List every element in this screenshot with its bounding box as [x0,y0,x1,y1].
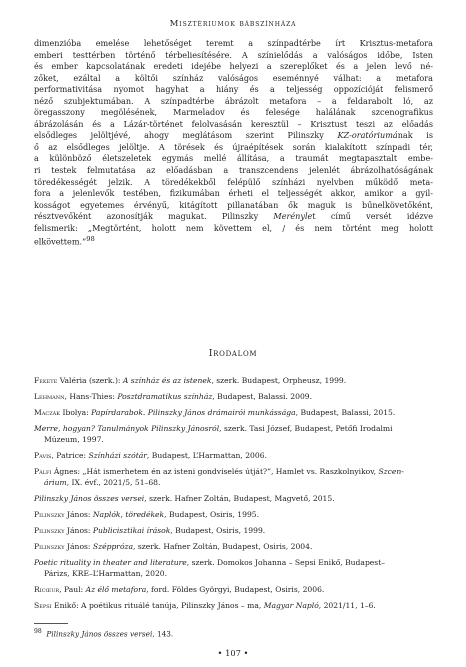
text-run: , Paul: [59,585,86,594]
text-run: Párizs, KRE–L’Harmattan, 2020. [44,569,168,578]
text-line [34,142,433,154]
text-line [34,165,433,177]
work-title: árium [44,478,67,487]
bibliography-entry [34,375,433,386]
text-run: , szerk. Hafner Zoltán, Budapest, Magvető, 2015. [144,494,335,503]
entry-line [34,477,433,488]
text-run: , ford. Földes Györgyi, Budapest, Osiris, 2006. [146,585,325,594]
work-title: Széppróza [92,542,134,551]
footnote [34,628,173,638]
author-name: Maczák [34,408,61,417]
text-line [34,234,433,248]
work-title: Naplók, töredékek [92,510,165,519]
entry-line [34,525,433,536]
bibliography-entry [34,541,433,552]
text-run: kosságot egyetemes érvényű, kitágított pillanatában ők maguk is bűnelkövetőként, [34,199,433,210]
text-line [34,130,433,142]
text-line [34,107,433,119]
text-run: néző szubjektumában. A színpadtérbe ábrázolt metafora – a feldarabolt ló, az [34,95,433,106]
entry-line [34,407,433,418]
text-run: elkövettem.” [34,236,87,247]
text-line [34,96,433,108]
footnote-title: Pilinszky János összes versei [46,629,153,639]
author-name: Pilinszky [34,526,65,535]
entry-line [34,600,433,611]
italic-title: Merényle [273,211,313,222]
text-run: dimenzióba emelése lehetőséget teremt a színpadtérbe írt Krisztus-metafora [34,38,433,48]
footnote-rule [34,623,68,624]
text-line [34,38,433,50]
entry-line [34,375,433,386]
entry-line [34,493,433,504]
text-line [34,177,433,189]
bibliography-entry [34,557,433,579]
author-name: Ricœur [34,585,60,594]
text-line [34,188,433,200]
work-title: Színházi szótár [88,451,147,460]
work-title: Magyar Napló [263,601,319,610]
bibliography-entry [34,407,433,418]
bibliography-entry [34,584,433,595]
text-run: Ágnes: „Hát ismerhetem én az isteni gondviselés útját?”, Hamlet vs. Raszkolnyikov, [51,467,379,476]
work-title: Szcen- [378,467,404,476]
text-run: töredékességét jelzik. A töredékekből felépülő színházi nyelvben működő meta- [34,176,433,187]
text-run: fora a jelenlevők testében, fizikumában érheti el teljességét akkor, amikor a gyil- [34,188,433,199]
page-number: • 107 • [217,648,249,658]
author-name: Pilinszky [34,510,65,519]
text-line [34,50,433,62]
section-title: Irodalom [208,348,258,359]
bibliography-entry [34,600,433,611]
bibliography-entry [34,493,433,504]
footnote-page: , 143. [152,629,174,639]
text-line [34,84,433,96]
bibliography-entry [34,525,433,536]
text-run: performativitása nyomot hagyhat a hiány és a teljesség oppozícióját felismerő [34,84,433,95]
bibliography-entry [34,391,433,402]
text-line [34,119,433,131]
text-run: , Hans-Thies: [64,392,118,401]
author-name: Pavis [34,451,52,460]
entry-line [34,557,433,568]
text-run: Múzeum, 1997. [44,435,104,444]
text-run: , 2021/11, 1–6. [318,601,376,610]
work-title: Papírdarabok. Pilinszky János drámairói munkássága [91,408,296,417]
text-run: Valéria (szerk.): [57,376,123,385]
text-run: elsődleges jelöltjévé, ahogy meglátásom szerint Pilinszky [34,130,338,141]
text-run: résztvevőként azonosítják magukat. Pilinszky [34,211,274,222]
text-run: , szerk. Domokos Johanna – Sepsi Enikő, Budapest– [186,558,386,567]
entry-line [34,541,433,552]
text-run: a különböző életszeletek egymás mellé állítása, a traumát megtapasztalt embe- [34,153,433,164]
text-run: János: [64,510,93,519]
entry-line [34,434,433,445]
bibliography-entry [34,423,433,445]
footnote-number: 98 [34,628,42,635]
text-run: , szerk. Budapest, Orpheusz, 1999. [211,376,347,385]
entry-line [34,391,433,402]
text-run: ri testek felmutatása az előadásban a transzcendens jelenlét ábrázolhatóságának [34,165,433,176]
work-title: Az élő metafora [85,585,147,594]
text-run: emberi testtérben történő térbeliesítésére. A színielődás a valóságos időbe, Isten [34,49,433,60]
entry-line [34,568,433,579]
author-name: Sepsi [34,601,52,610]
text-run: felismerik: „Megtörtént, holott nem követtem el, / és nem történt meg holott [34,222,433,233]
entry-line [34,509,433,520]
italic-title: KZ-oratóriumá [337,130,398,141]
text-run: , Budapest, L’Harmattan, 2006. [146,451,267,460]
work-title: Publicisztikai írások [92,526,171,535]
text-run: zőket, ezáltal a költői színház valóságos eseménnyé válhat: a metafora [34,72,433,83]
text-run: ábrázolásán és a Lázár-történet felolvasásán keresztül – Krisztust teszi az előadás [34,118,433,129]
text-line [34,73,433,85]
running-header: Misztériumok bábszínháza [169,19,297,29]
author-name: Pálfi [34,467,52,476]
text-run: Ibolya: [60,408,92,417]
bibliography-list [34,375,433,616]
text-run: , Budapest, Balassi. 2009. [212,392,313,401]
author-name: Lehmann [34,392,65,401]
text-run: t című versét idézve [312,211,434,222]
author-name: Fekete [34,376,58,385]
text-line [34,61,433,73]
text-run: , Patrice: [51,451,89,460]
text-run: , Budapest, Osiris, 1999. [170,526,266,535]
text-run: , Budapest, Osiris, 1995. [164,510,260,519]
entry-line [34,423,433,434]
entry-line [34,466,433,477]
work-title: Poetic rituality in theater and literature [34,558,187,567]
text-run: , Budapest, Balassi, 2015. [295,408,396,417]
text-run: , szerk. Tasi József, Budapest, Petőfi Irodalmi [219,424,393,433]
text-line [34,223,433,235]
work-title: A színház és az istenek [122,376,212,385]
text-run: nak is [397,130,433,141]
body-paragraph [34,38,433,249]
text-line [34,211,433,223]
entry-line [34,450,433,461]
text-run: ő az elsődleges jelöltje. A törések és újraépítések során kialakított színpadi tér, [34,141,433,152]
text-run: , szerk. Hafner Zoltán, Budapest, Osiris, 2004. [133,542,313,551]
work-title: Posztdramatikus színház [117,392,213,401]
text-line [34,200,433,212]
work-title: Pilinszky János összes versei [34,494,145,503]
bibliography-entry [34,509,433,520]
text-run: , IX. évf., 2021/5, 51–68. [66,478,161,487]
bibliography-entry [34,450,433,461]
text-run: és ember kapcsolatának eredeti idejébe helyezi a szereplőket és a jelen levő né- [34,61,433,72]
text-run: Enikő: A poétikus rituálé tanúja, Pilinszky János – ma, [51,601,264,610]
text-line [34,153,433,165]
entry-line [34,584,433,595]
text-run: János: [64,526,93,535]
author-name: Pilinszky [34,542,65,551]
work-title: Merre, hogyan? Tanulmányok Pilinszky Jánosról [34,424,220,433]
footnote-ref: 98 [86,235,95,244]
text-run: öregasszony megölésének, Marmeladov és felesége halálának szcenografikus [34,107,433,118]
bibliography-entry [34,466,433,488]
text-run: János: [64,542,93,551]
